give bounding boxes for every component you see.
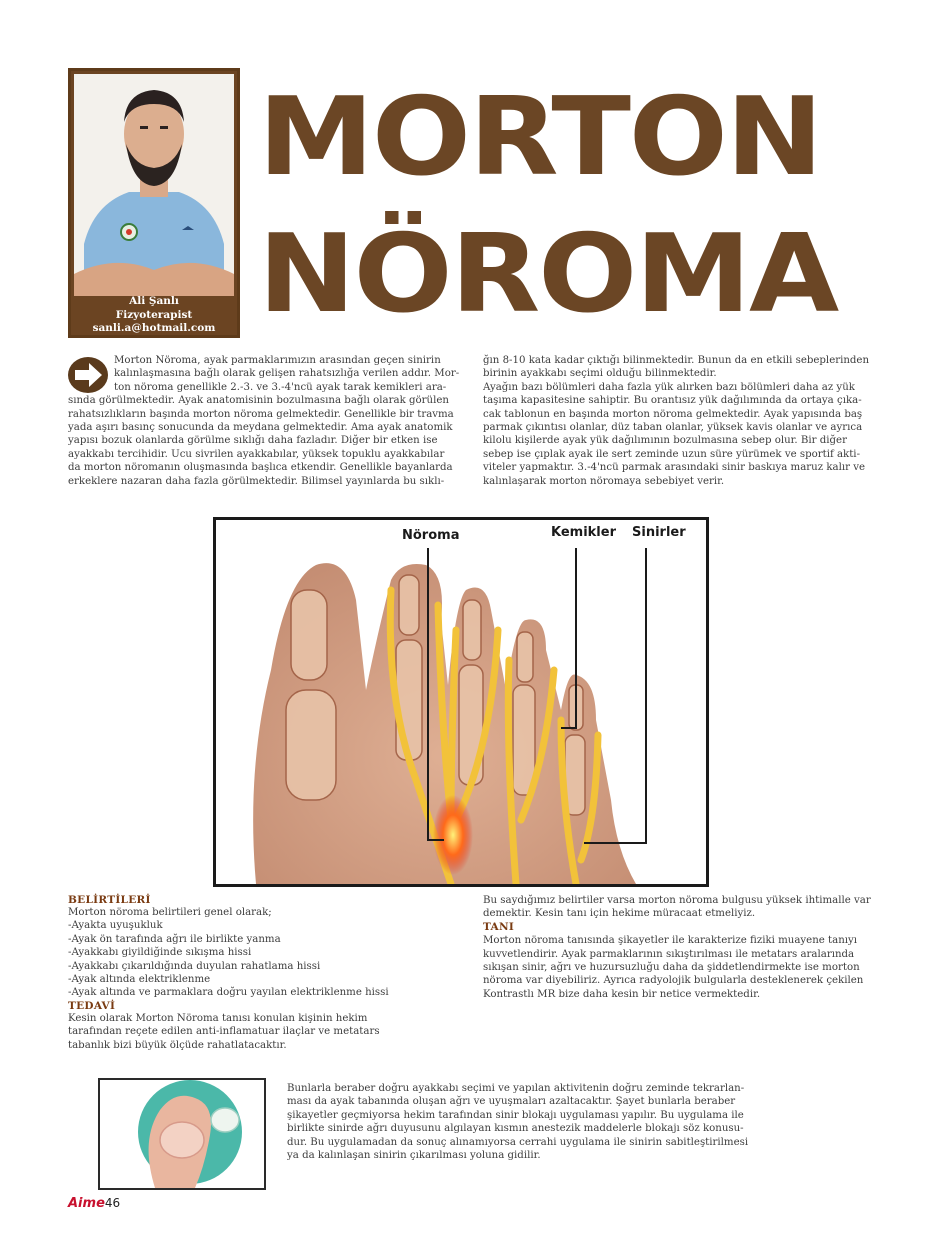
closing-paragraph <box>287 1082 765 1162</box>
text-line: ması da ayak tabanında oluşan ağrı ve uyuşmaları azaltacaktır. Şayet bunlarla beraber <box>287 1096 736 1108</box>
text-line: Kontrastlı MR bize daha kesin bir netice vermektedir. <box>483 988 761 1000</box>
author-caption <box>71 293 237 339</box>
text-line: ayakkabı tercihidir. Ucu sivrilen ayakkabılar, yüksek topuklu ayakkabılar <box>68 448 445 460</box>
text-line: kuvvetlendirir. Ayak parmaklarının sıkıştırılması ile metatars aralarında <box>483 948 855 960</box>
text-line: kilolu kişilerde ayak yük dağılımının bozulmasına sebep olur. Bir diğer <box>483 435 847 447</box>
text-line: yada aşırı basınç sonucunda da meydana gelmektedir. Ama ayak anatomik <box>68 422 453 434</box>
diagnosis-column <box>483 894 883 1001</box>
text-line: kalınlaşmasına bağlı olarak gelişen rahatsızlığa verilen addır. Mor- <box>114 368 460 380</box>
text-line: ton nöroma genellikle 2.-3. ve 3.-4'ncü ayak tarak kemikleri ara- <box>114 381 447 393</box>
text-line: Morton Nöroma, ayak parmaklarımızın arasından geçen sinirin <box>114 355 441 366</box>
symptoms-intro: Morton nöroma belirtileri genel olarak; <box>68 907 272 918</box>
symptoms-heading: BELİRTİLERİ <box>68 894 151 906</box>
list-item: -Ayakkabı çıkarıldığında duyulan rahatlama hissi <box>68 960 321 972</box>
text-line: tabanlık bizi büyük ölçüde rahatlatacaktır. <box>68 1039 287 1051</box>
list-item: -Ayak altında elektriklenme <box>68 974 211 986</box>
list-item: -Ayakta uyuşukluk <box>68 920 163 932</box>
page-footer <box>68 1196 120 1211</box>
text-line: ğın 8-10 kata kadar çıktığı bilinmektedir. Bunun da en etkili sebeplerinden <box>483 355 870 366</box>
author-photo <box>74 74 234 296</box>
text-line: da morton nöromanın oluşmasında başlıca etkendir. Genellikle bayanlarda <box>68 462 453 474</box>
title-line-2: NÖROMA <box>258 212 838 337</box>
text-line: sıkışan sinir, ağrı ve huzursuzluğu daha da şiddetlendirmekte ise morton <box>483 962 860 974</box>
text-line: parmak çıkıntısı olanlar, düz taban olanlar, yüksek kavis olanlar ve ayrıca <box>483 422 863 434</box>
text-line: tarafından reçete edilen anti-inflamatuar ilaçlar ve metatars <box>68 1026 380 1038</box>
diagnosis-heading: TANI <box>483 920 515 933</box>
text-line: taşıma kapasitesine sahiptir. Bu orantısız yük dağılımında da ortaya çıka- <box>483 395 862 407</box>
list-item: -Ayakkabı giyildiğinde sıkışma hissi <box>68 947 252 959</box>
list-item: -Ayak ön tarafında ağrı ile birlikte yanma <box>68 933 281 945</box>
text-line: birinin ayakkabı seçimi olduğu bilinmektedir. <box>483 368 717 380</box>
text-line: Bunlarla beraber doğru ayakkabı seçimi ve yapılan aktivitenin doğru zeminde tekrarlan- <box>287 1083 745 1094</box>
text-line: ya da kalınlaşan sinirin çıkarılması yoluna gidilir. <box>287 1150 541 1162</box>
author-box <box>68 68 240 338</box>
intro-left-column <box>68 354 468 488</box>
text-line: şikayetler geçmiyorsa hekim tarafından sinir blokajı uygulaması yapılır. Bu uygulama ile <box>287 1109 744 1121</box>
text-line: rahatsızlıkların başında morton nöroma gelmektedir. Genellikle bir travma <box>68 408 454 420</box>
intro-right-column <box>483 354 883 488</box>
text-line: viteler yapmaktır. 3.-4'ncü parmak arasındaki sinir baskıya maruz kalır ve <box>483 462 865 474</box>
text-line: Bu saydığımız belirtiler varsa morton nöroma bulgusu yüksek ihtimalle var <box>483 895 871 906</box>
foot-anatomy-figure <box>213 517 709 887</box>
treatment-heading: TEDAVİ <box>68 999 116 1012</box>
author-name: Ali Şanlı <box>129 295 179 307</box>
text-line: nöroma var diyebiliriz. Ayrıca radyolojik bulgularla desteklenerek çekilen <box>483 975 864 987</box>
magazine-logo: Aime <box>68 1196 105 1211</box>
insole-photo <box>98 1078 266 1190</box>
text-line: kalınlaşarak morton nöromaya sebebiyet verir. <box>483 475 725 487</box>
label-neuroma: Nöroma <box>402 528 460 543</box>
foot-anatomy-illustration <box>216 520 706 884</box>
title-line-1: MORTON <box>258 75 822 200</box>
text-line: birlikte sinirde ağrı duyusunu algılayan kısmın anestezik maddelerle blokajı söz konusu- <box>287 1123 744 1135</box>
list-item: -Ayak altında ve parmaklara doğru yayılan elektriklenme hissi <box>68 987 389 999</box>
text-line: cak tablonun en başında morton nöroma gelmektedir. Ayak yapısında baş <box>483 408 863 420</box>
text-line: Morton nöroma tanısında şikayetler ile karakterize fiziki muayene tanıyı <box>483 935 858 947</box>
author-role: Fizyoterapist <box>115 308 193 321</box>
text-line: Ayağın bazı bölümleri daha fazla yük alırken bazı bölümleri daha az yük <box>483 381 855 393</box>
text-line: demektir. Kesin tanı için hekime müracaat etmeliyiz. <box>483 908 756 920</box>
text-line: sebep ise çıplak ayak ile sert zeminde uzun süre yürümek ve sportif akti- <box>483 448 861 460</box>
text-line: Kesin olarak Morton Nöroma tanısı konulan kişinin hekim <box>68 1012 368 1024</box>
symptoms-treatment-column <box>68 894 468 1052</box>
text-line: dur. Bu uygulamadan da sonuç alınamıyorsa cerrahi uygulama ile sinirin sabitleştirilmesi <box>287 1136 749 1148</box>
text-line: sında görülmektedir. Ayak anatomisinin bozulmasına bağlı olarak görülen <box>68 395 449 407</box>
text-line: yapısı bozuk olanlarda görülme sıklığı daha fazladır. Diğer bir etken ise <box>68 435 438 447</box>
label-bones: Kemikler <box>551 525 616 540</box>
page-number: 46 <box>104 1196 121 1210</box>
label-nerves: Sinirler <box>632 525 686 540</box>
text-line: erkeklere nazaran daha fazla görülmektedir. Bilimsel yayınlarda bu sıklı- <box>68 475 445 487</box>
author-email: sanli.a@hotmail.com <box>92 322 216 334</box>
